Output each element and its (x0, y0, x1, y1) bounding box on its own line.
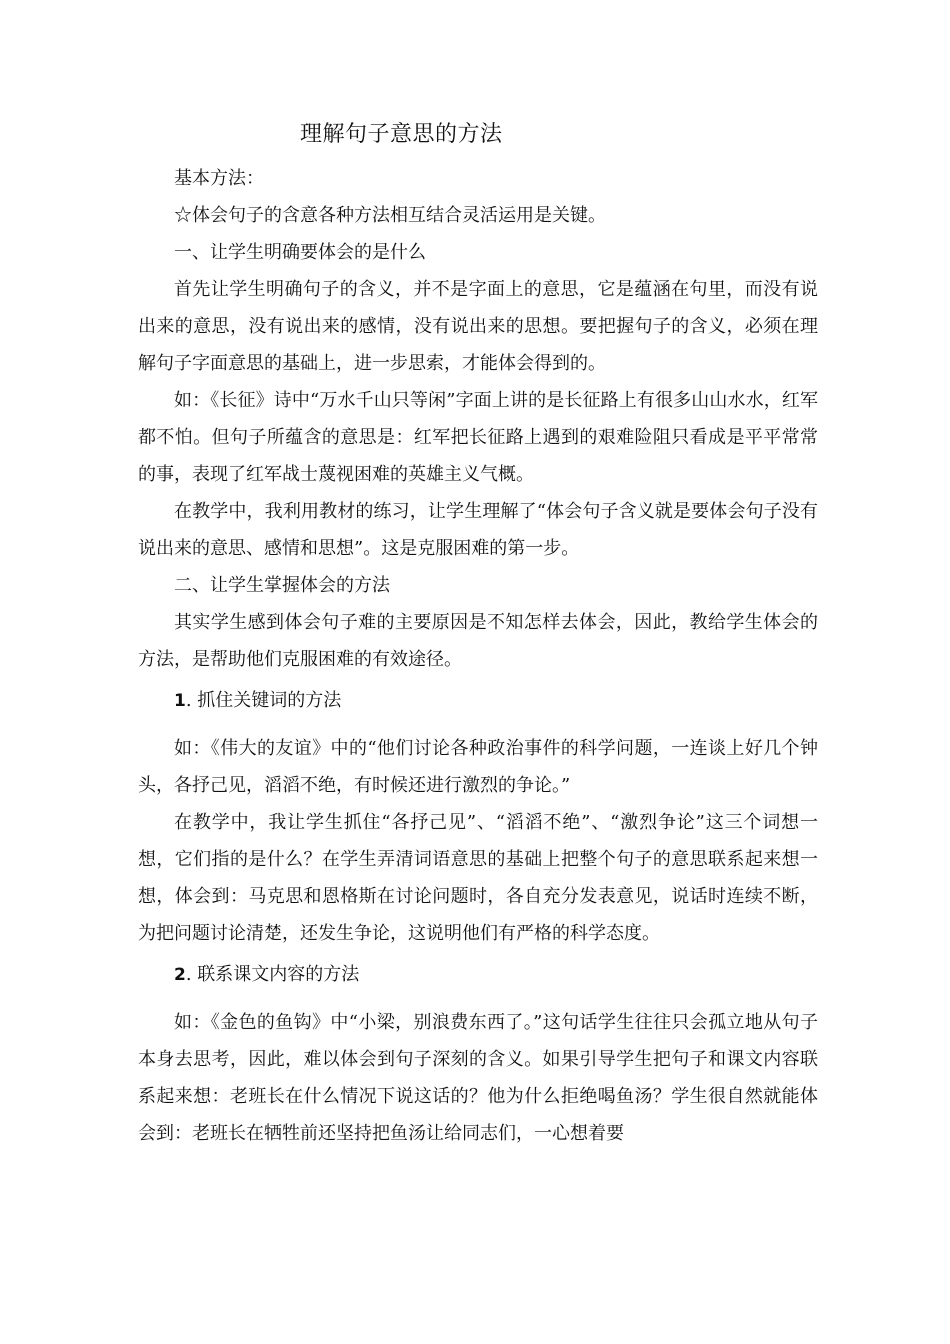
paragraph: 首先让学生明确句子的含义，并不是字面上的意思，它是蕴涵在句里，而没有说出来的意思，没有说出来的感情，没有说出来的思想。要把握句子的含义，必须在理解句子字面意思的基础上，进一步思索，才能体会得到的。 (138, 279, 818, 374)
subheading-text: . 联系课文内容的方法 (185, 964, 360, 985)
paragraph: 其实学生感到体会句子难的主要原因是不知怎样去体会，因此，教给学生体会的方法，是帮助他们克服困难的有效途径。 (138, 612, 818, 670)
paragraph-basic-method: 基本方法： (174, 168, 264, 189)
subheading-number: 1 (174, 691, 186, 711)
subheading-number: 2 (174, 965, 186, 985)
paragraph: 在教学中，我利用教材的练习，让学生理解了“体会句子含义就是要体会句子没有说出来的意思、感情和思想”。这是克服困难的第一步。 (138, 501, 818, 559)
paragraph-key-point: ☆体会句子的含意各种方法相互结合灵活运用是关键。 (174, 205, 606, 226)
section-heading-one: 一、让学生明确要体会的是什么 (174, 242, 426, 263)
subheading-key-words (138, 682, 818, 720)
paragraph: 如：《长征》诗中“万水千山只等闲”字面上讲的是长征路上有很多山山水水，红军都不怕。但句子所蕴含的意思是：红军把长征路上遇到的艰难险阻只看成是平平常常的事，表现了红军战士蔑视困难的英雄主义气概。 (138, 390, 818, 485)
paragraph: 如：《金色的鱼钩》中“小梁，别浪费东西了。”这句话学生往往只会孤立地从句子本身去思考，因此，难以体会到句子深刻的含义。如果引导学生把句子和课文内容联系起来想：老班长在什么情况下说这话的？他为什么拒绝喝鱼汤？学生很自然就能体会到：老班长在牺牲前还坚持把鱼汤让给同志们，一心想着要 (138, 1012, 818, 1144)
page-title: 理解句子意思的方法 (300, 122, 503, 147)
document-body (138, 160, 818, 1152)
paragraph: 如：《伟大的友谊》中的“他们讨论各种政治事件的科学问题，一连谈上好几个钟头，各抒己见，滔滔不绝，有时候还进行激烈的争论。” (138, 738, 818, 796)
section-heading-two: 二、让学生掌握体会的方法 (174, 575, 390, 596)
subheading-text: . 抓住关键词的方法 (185, 690, 342, 711)
paragraph: 在教学中，我让学生抓住“各抒己见”、“滔滔不绝”、“激烈争论”这三个词想一想，它们指的是什么？在学生弄清词语意思的基础上把整个句子的意思联系起来想一想，体会到：马克思和恩格斯在讨论问题时，各自充分发表意见，说话时连续不断，为把问题讨论清楚，还发生争论，这说明他们有严格的科学态度。 (138, 812, 818, 944)
subheading-context (138, 956, 818, 994)
